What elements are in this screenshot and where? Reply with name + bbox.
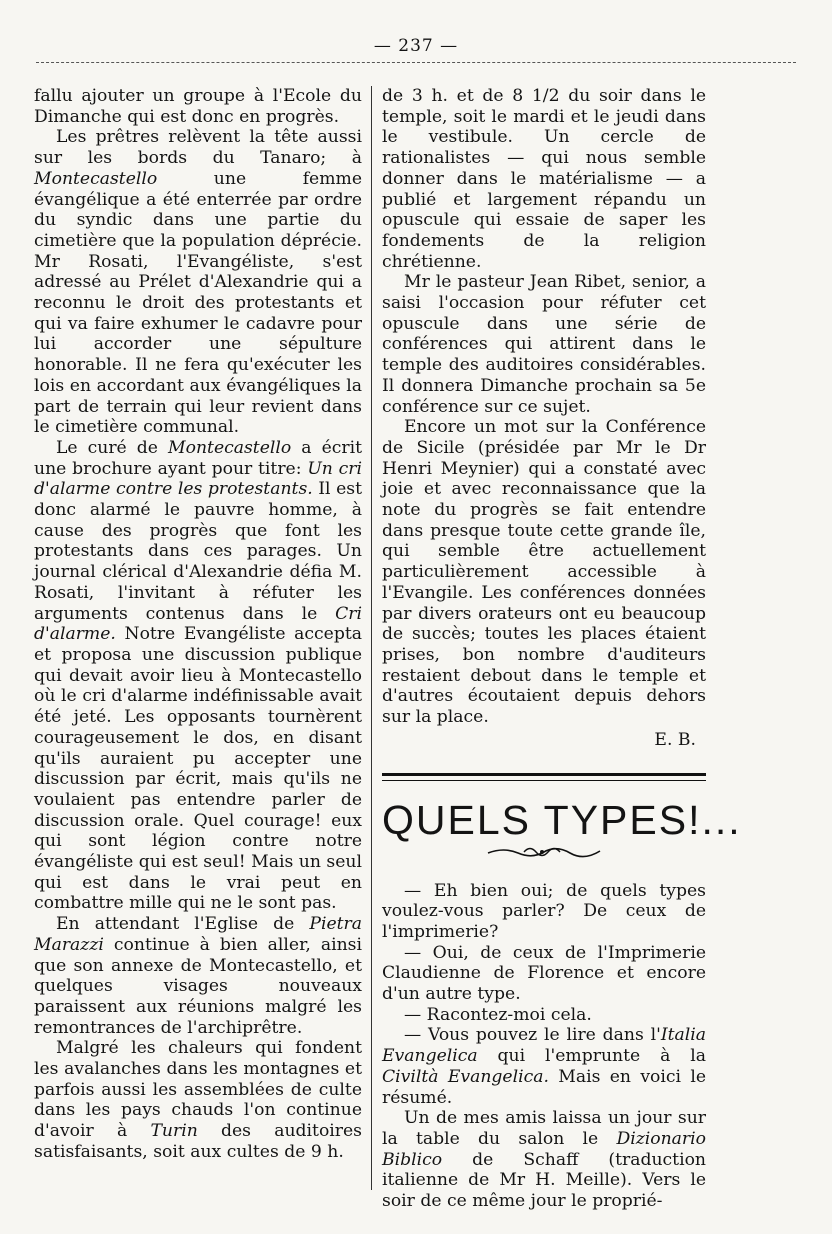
paragraph: Encore un mot sur la Conférence de Sicile (présidée par Mr le Dr Henri Meynier) qui a constaté avec joie et avec reconnaissance que la note du progrès se fait entendre dans presque toute cette grande île, qui semble être actuellement particulièrement accessible à l'Evangile. Les conférences données par divers orateurs ont eu beaucoup de succès; toutes les places étaient prises, bon nombre d'auditeurs restaient debout dans le temple et d'autres écoutaient depuis dehors sur la place. — [382, 417, 706, 728]
section-divider-rule — [382, 773, 706, 781]
paragraph: — Eh bien oui; de quels types voulez-vous parler? De ceux de l'imprimerie? — [382, 880, 706, 942]
paragraph: Mr le pasteur Jean Ribet, senior, a saisi l'occasion pour réfuter cet opuscule dans une série de conférences qui attirent dans le temple des auditoires considérables. Il donnera Dimanche prochain sa 5e conférence sur ce sujet. — [382, 272, 706, 417]
paragraph: fallu ajouter un groupe à l'Ecole du Dimanche qui est donc en progrès. — [34, 86, 362, 127]
header-rule — [36, 62, 796, 63]
column-divider — [371, 86, 372, 1190]
paragraph: En attendant l'Eglise de Pietra Marazzi continue à bien aller, ainsi que son annexe de Montecastello, et quelques visages nouveaux paraissent aux réunions malgré les remontrances de l'archiprêtre. — [34, 914, 362, 1038]
paragraph: Les prêtres relèvent la tête aussi sur les bords du Tanaro; à Montecastello une femme évangélique a été enterrée par ordre du syndic dans une partie du cimetière que la population déprécie. Mr Rosati, l'Evangéliste, s'est adressé au Prélet d'Alexandrie qui a reconnu le droit des protestants et qui va faire exhumer le cadavre pour lui accorder une sépulture honorable. Il ne fera qu'exécuter les lois en accordant aux évangéliques la part de terrain qui leur revient dans le cimetière communal. — [34, 127, 362, 438]
paragraph: de 3 h. et de 8 1/2 du soir dans le temple, soit le mardi et le jeudi dans le vestibule. Un cercle de rationalistes — qui nous semble donner dans le matérialisme — a publié et largement répandu un opuscule qui essaie de saper les fondements de la religion chrétienne. — [382, 86, 706, 272]
paragraph: Malgré les chaleurs qui fondent les avalanches dans les montagnes et parfois aussi les assemblées de culte dans les pays chauds l'on continue d'avoir à Turin des auditoires satisfaisants, soit aux cultes de 9 h. — [34, 1038, 363, 1162]
right-column — [382, 86, 742, 1212]
signature: E. B. — [654, 729, 696, 750]
ornament-flourish-icon — [382, 843, 706, 863]
left-column — [34, 86, 362, 1163]
page-number: — 237 — — [373, 36, 459, 56]
paragraph: Le curé de Montecastello a écrit une brochure ayant pour titre: Un cri d'alarme contre les protestants. Il est donc alarmé le pauvre homme, à cause des progrès que font les protestants dans ces parages. Un journal clérical d'Alexandrie défia M. Rosati, l'invitant à réfuter les arguments contenus dans le Cri d'alarme. Notre Evangéliste accepta et proposa une discussion publique qui devait avoir lieu à Montecastello où le cri d'alarme indéfinissable avait été jeté. Les opposants tournèrent courageusement le dos, en disant qu'ils auraient pu accepter une discussion par écrit, mais qu'ils ne voulaient pas entendre parler de discussion orale. Quel courage! eux qui sont légion contre notre évangéliste qui est seul! Mais un seul qui est dans le vrai peut en combattre mille qui ne le sont pas. — [34, 437, 363, 914]
paragraph: Un de mes amis laissa un jour sur la table du salon le Dizionario Biblico de Schaff (traduction italienne de Mr H. Meille). Vers le soir de ce même jour le proprié- — [382, 1108, 706, 1212]
paragraph: — Oui, de ceux de l'Imprimerie Claudienne de Florence et encore d'un autre type. — [382, 942, 706, 1005]
paragraph: — Racontez-moi cela. — [404, 1004, 592, 1025]
section-title: QUELS TYPES!... — [382, 796, 742, 843]
paragraph: — Vous pouvez le lire dans l'Italia Evangelica qui l'emprunte à la Civiltà Evangelica. Mais en voici le résumé. — [382, 1025, 707, 1108]
